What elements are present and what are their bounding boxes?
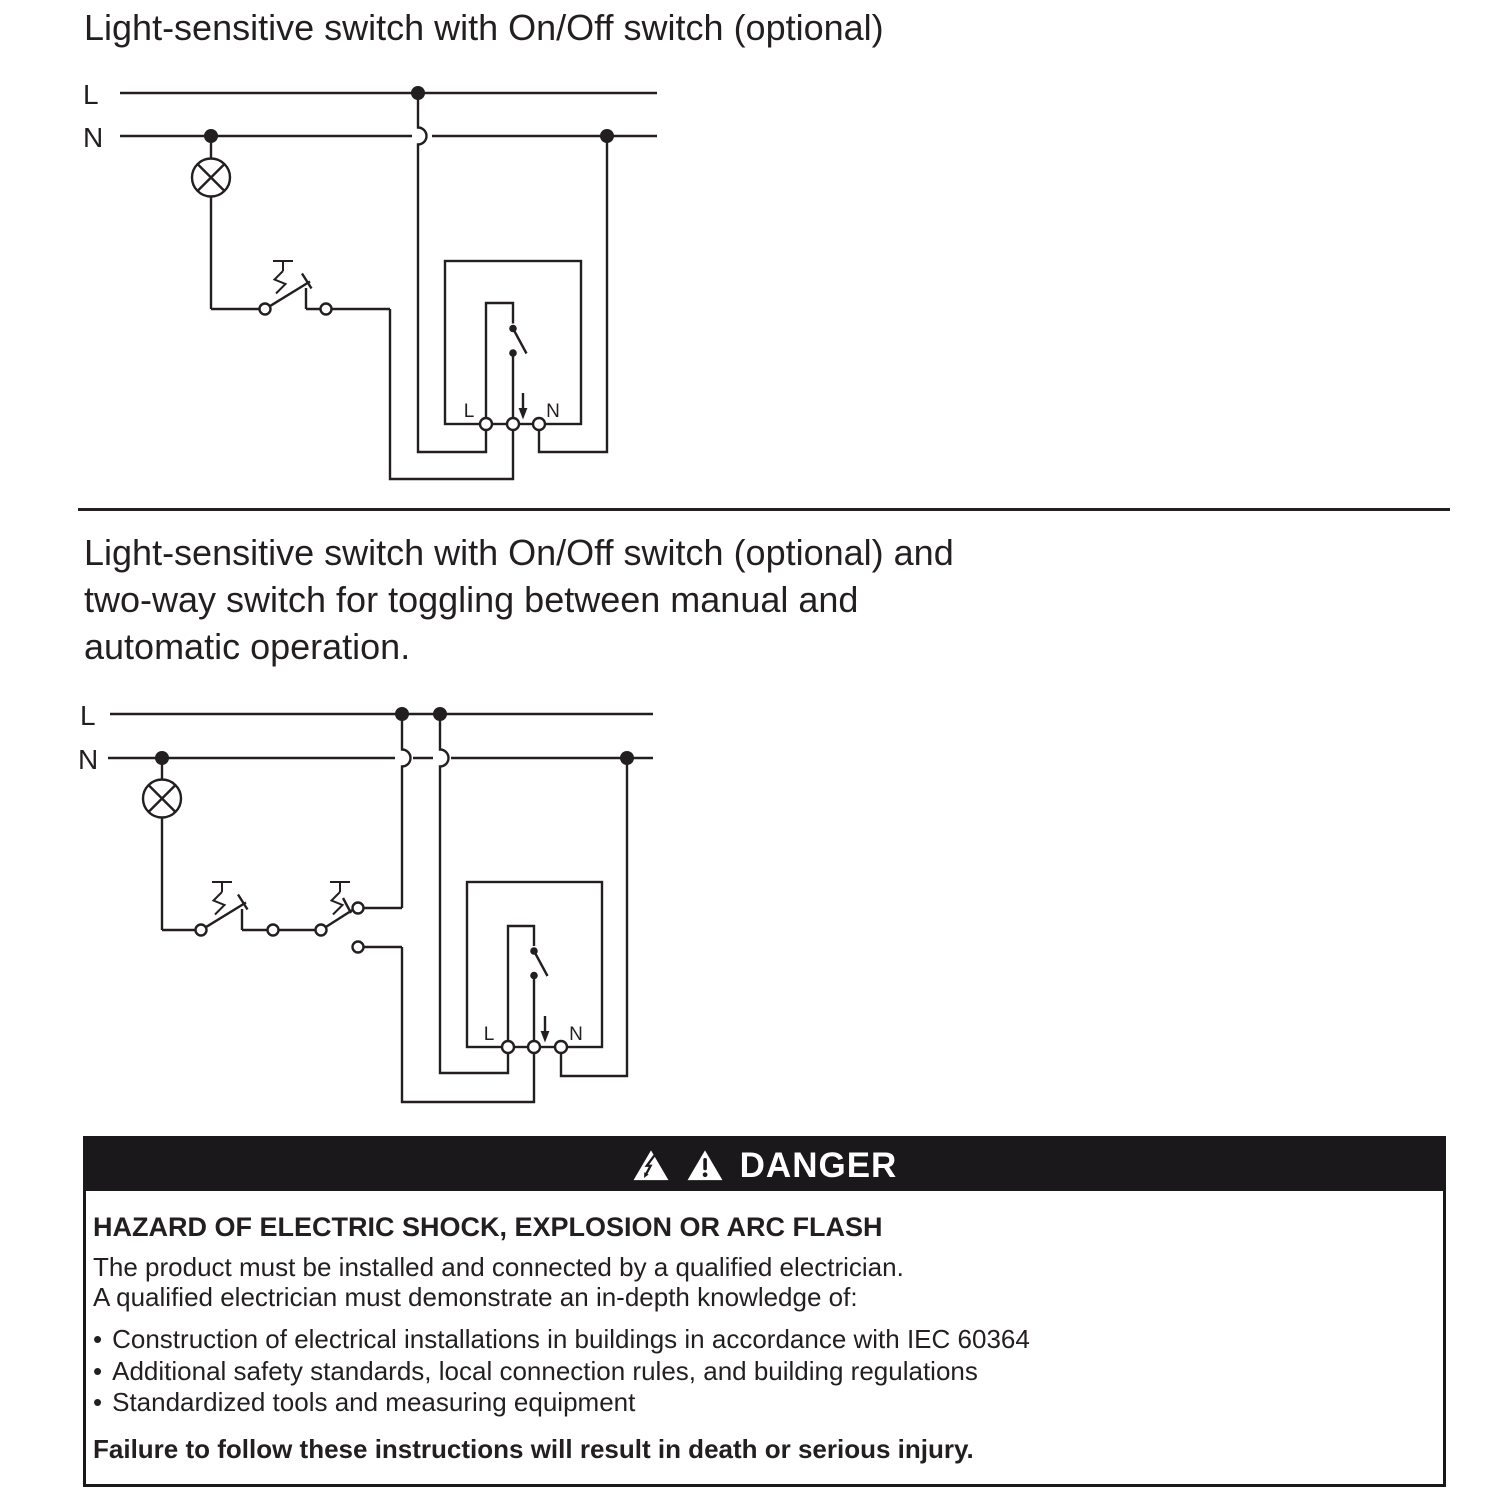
list-item-text: Standardized tools and measuring equipment bbox=[112, 1387, 636, 1417]
requirement-list bbox=[93, 1324, 1431, 1419]
danger-header-bar bbox=[86, 1139, 1443, 1191]
n-rail bbox=[83, 122, 657, 153]
switch-actuator-icon bbox=[212, 882, 232, 915]
light-sensitive-switch-unit bbox=[445, 261, 581, 430]
intro-line1: The product must be installed and connected by a qualified electrician. bbox=[93, 1252, 904, 1282]
unit-terminal-n-label: N bbox=[546, 401, 560, 422]
list-item bbox=[93, 1324, 1431, 1356]
list-item bbox=[93, 1387, 1431, 1419]
section2-title-line2: two-way switch for toggling between manual and bbox=[84, 579, 859, 620]
switch-actuator-icon bbox=[273, 261, 293, 294]
n-rail-label: N bbox=[78, 744, 99, 775]
danger-warning-box bbox=[83, 1136, 1446, 1487]
l-feed-wire bbox=[418, 93, 486, 452]
unit-l-feed-wire bbox=[440, 714, 508, 1073]
switch-actuator-icon bbox=[330, 882, 350, 915]
l-rail-label: L bbox=[80, 700, 96, 731]
l-rail bbox=[83, 79, 657, 110]
list-item bbox=[93, 1356, 1431, 1388]
unit-terminals bbox=[502, 1041, 567, 1053]
intro-text bbox=[93, 1252, 1431, 1312]
section2-title-line1: Light-sensitive switch with On/Off switch (optional) and bbox=[84, 532, 954, 573]
junction-dots bbox=[204, 86, 614, 143]
unit-terminal-l-label: L bbox=[483, 1024, 495, 1045]
lamp-icon bbox=[192, 136, 230, 309]
danger-title: DANGER bbox=[739, 1145, 898, 1185]
hazard-heading: HAZARD OF ELECTRIC SHOCK, EXPLOSION OR ARC FLASH bbox=[93, 1212, 883, 1242]
n-rail-label: N bbox=[83, 122, 104, 153]
output-arrow-icon bbox=[541, 1016, 550, 1043]
electric-hazard-triangle-icon bbox=[632, 1149, 670, 1182]
section2-title bbox=[84, 529, 954, 670]
consequence-statement: Failure to follow these instructions will result in death or serious injury. bbox=[93, 1433, 974, 1464]
output-arrow-icon bbox=[519, 393, 528, 420]
lamp-icon bbox=[143, 758, 196, 930]
l-rail bbox=[80, 700, 653, 731]
danger-body bbox=[86, 1212, 1443, 1465]
section-divider bbox=[78, 508, 1450, 511]
bullet-marker: • bbox=[93, 1324, 103, 1354]
bullet-marker: • bbox=[93, 1387, 103, 1417]
unit-terminal-l-label: L bbox=[463, 401, 475, 422]
light-sensitive-switch-unit bbox=[467, 882, 602, 1053]
intro-line2: A qualified electrician must demonstrate an in-depth knowledge of: bbox=[93, 1282, 858, 1312]
diagram-two-way-switch bbox=[78, 700, 653, 1102]
list-item-text: Construction of electrical installations in buildings in accordance with IEC 60364 bbox=[112, 1324, 1030, 1354]
switched-live-wire bbox=[390, 309, 513, 479]
unit-terminals bbox=[480, 418, 545, 430]
on-off-switch-symbol bbox=[196, 882, 316, 936]
section2-title-line3: automatic operation. bbox=[84, 626, 411, 667]
l-rail-label: L bbox=[83, 79, 99, 110]
bullet-marker: • bbox=[93, 1355, 103, 1386]
manual-l-feed-wire bbox=[402, 714, 411, 908]
on-off-switch-symbol bbox=[211, 261, 390, 315]
diagram-light-sensitive-switch bbox=[83, 79, 657, 479]
section1-title: Light-sensitive switch with On/Off switch (optional) bbox=[84, 7, 884, 48]
unit-terminal-n-label: N bbox=[569, 1024, 583, 1045]
junction-dots bbox=[155, 707, 634, 765]
two-way-selector-symbol bbox=[316, 882, 403, 953]
list-item-text: Additional safety standards, local connection rules, and building regulations bbox=[112, 1355, 978, 1386]
general-warning-triangle-icon bbox=[686, 1149, 724, 1182]
